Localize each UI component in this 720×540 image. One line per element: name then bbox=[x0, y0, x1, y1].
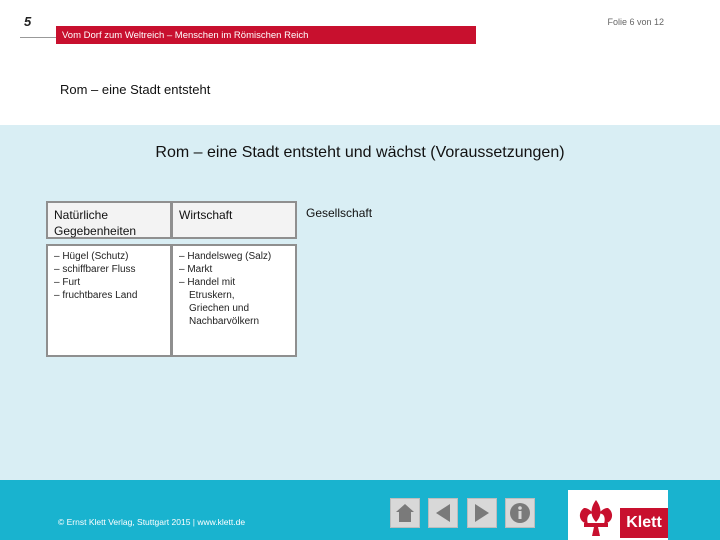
chapter-number: 5 bbox=[24, 14, 32, 29]
list-item: Griechen und bbox=[189, 303, 250, 314]
previous-icon bbox=[432, 502, 454, 524]
info-icon bbox=[509, 502, 531, 524]
column-body-economy bbox=[171, 244, 297, 357]
copyright: © Ernst Klett Verlag, Stuttgart 2015 | www.klett.de bbox=[58, 517, 246, 527]
list-item: – fruchtbares Land bbox=[54, 290, 138, 301]
slide-heading: Rom – eine Stadt entsteht und wächst (Voraussetzungen) bbox=[155, 144, 565, 161]
klett-logo bbox=[568, 490, 668, 540]
list-item: Nachbarvölkern bbox=[189, 316, 260, 327]
column-header-natural-conditions: Natürliche Gegebenheiten bbox=[46, 201, 172, 239]
column-body-natural-conditions bbox=[46, 244, 172, 357]
home-button[interactable] bbox=[390, 498, 420, 528]
chapter-banner bbox=[56, 26, 476, 44]
next-button[interactable] bbox=[467, 498, 497, 528]
column-header-society: Gesellschaft bbox=[306, 206, 373, 220]
list-item: – schiffbarer Fluss bbox=[54, 264, 136, 275]
previous-button[interactable] bbox=[428, 498, 458, 528]
info-button[interactable] bbox=[505, 498, 535, 528]
slide-subtitle: Rom – eine Stadt entsteht bbox=[60, 82, 211, 97]
next-icon bbox=[471, 502, 493, 524]
top-divider bbox=[20, 37, 60, 38]
fleur-de-lis-icon bbox=[574, 498, 618, 538]
list-item: – Handelsweg (Salz) bbox=[179, 251, 272, 262]
list-item: – Markt bbox=[179, 264, 213, 275]
list-item: – Furt bbox=[54, 277, 81, 288]
column-header-economy: Wirtschaft bbox=[171, 201, 297, 239]
home-icon bbox=[394, 502, 416, 524]
logo-wordmark: Klett bbox=[620, 508, 668, 538]
list-item: Etruskern, bbox=[189, 290, 235, 301]
list-item: – Handel mit bbox=[179, 277, 236, 288]
list-item: – Hügel (Schutz) bbox=[54, 251, 129, 262]
slide-counter: Folie 6 von 12 bbox=[607, 17, 664, 27]
chapter-banner-text: Vom Dorf zum Weltreich – Menschen im Römischen Reich bbox=[62, 30, 309, 41]
